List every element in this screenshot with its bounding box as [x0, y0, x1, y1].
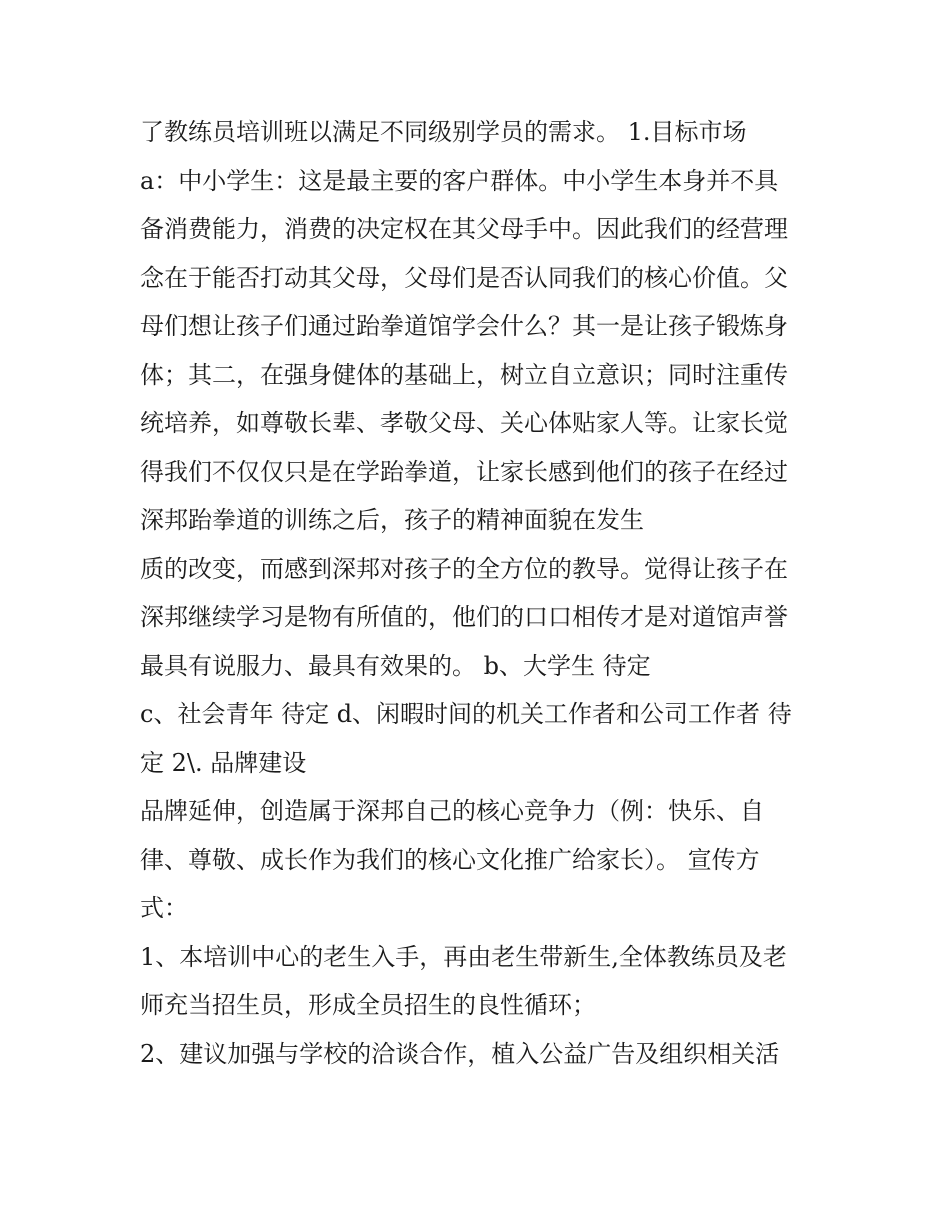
- text-line: 品牌延伸，创造属于深邦自己的核心竞争力（例：快乐、自: [140, 797, 764, 825]
- text-line: 1、本培训中心的老生入手，再由老生带新生,全体教练员及老: [140, 942, 787, 971]
- text-line: 律、尊敬、成长作为我们的核心文化推广给家长）。 宣传方: [140, 845, 760, 874]
- text-line: 深邦跆拳道的训练之后，孩子的精神面貌在发生: [140, 506, 644, 534]
- text-line: 质的改变，而感到深邦对孩子的全方位的教导。觉得让孩子在: [140, 554, 788, 583]
- text-line: 式：: [140, 894, 188, 922]
- text-line: 2、建议加强与学校的洽谈合作，植入公益广告及组织相关活: [140, 1039, 780, 1068]
- text-line: 了教练员培训班以满足不同级别学员的需求。 1.目标市场: [140, 118, 747, 146]
- text-line: 体；其二，在强身健体的基础上，树立自立意识；同时注重传: [140, 360, 788, 389]
- document-body: [140, 108, 820, 1078]
- text-line: 母们想让孩子们通过跆拳道馆学会什么？其一是让孩子锻炼身: [140, 312, 788, 340]
- text-line: c、社会青年 待定 d、闲暇时间的机关工作者和公司工作者 待: [140, 700, 792, 728]
- text-line: 念在于能否打动其父母，父母们是否认同我们的核心价值。父: [140, 263, 788, 292]
- text-line: 师充当招生员，形成全员招生的良性循环；: [140, 991, 596, 1019]
- text-line: 定 2\. 品牌建设: [140, 748, 307, 777]
- text-line: 得我们不仅仅只是在学跆拳道，让家长感到他们的孩子在经过: [140, 457, 788, 486]
- text-line: a：中小学生：这是最主要的客户群体。中小学生本身并不具: [140, 166, 779, 195]
- text-line: 备消费能力，消费的决定权在其父母手中。因此我们的经营理: [140, 215, 788, 243]
- text-line: 统培养，如尊敬长辈、孝敬父母、关心体贴家人等。让家长觉: [140, 409, 788, 437]
- text-line: 深邦继续学习是物有所值的，他们的口口相传才是对道馆声誉: [140, 603, 788, 631]
- text-line: 最具有说服力、最具有效果的。 b、大学生 待定: [140, 651, 651, 680]
